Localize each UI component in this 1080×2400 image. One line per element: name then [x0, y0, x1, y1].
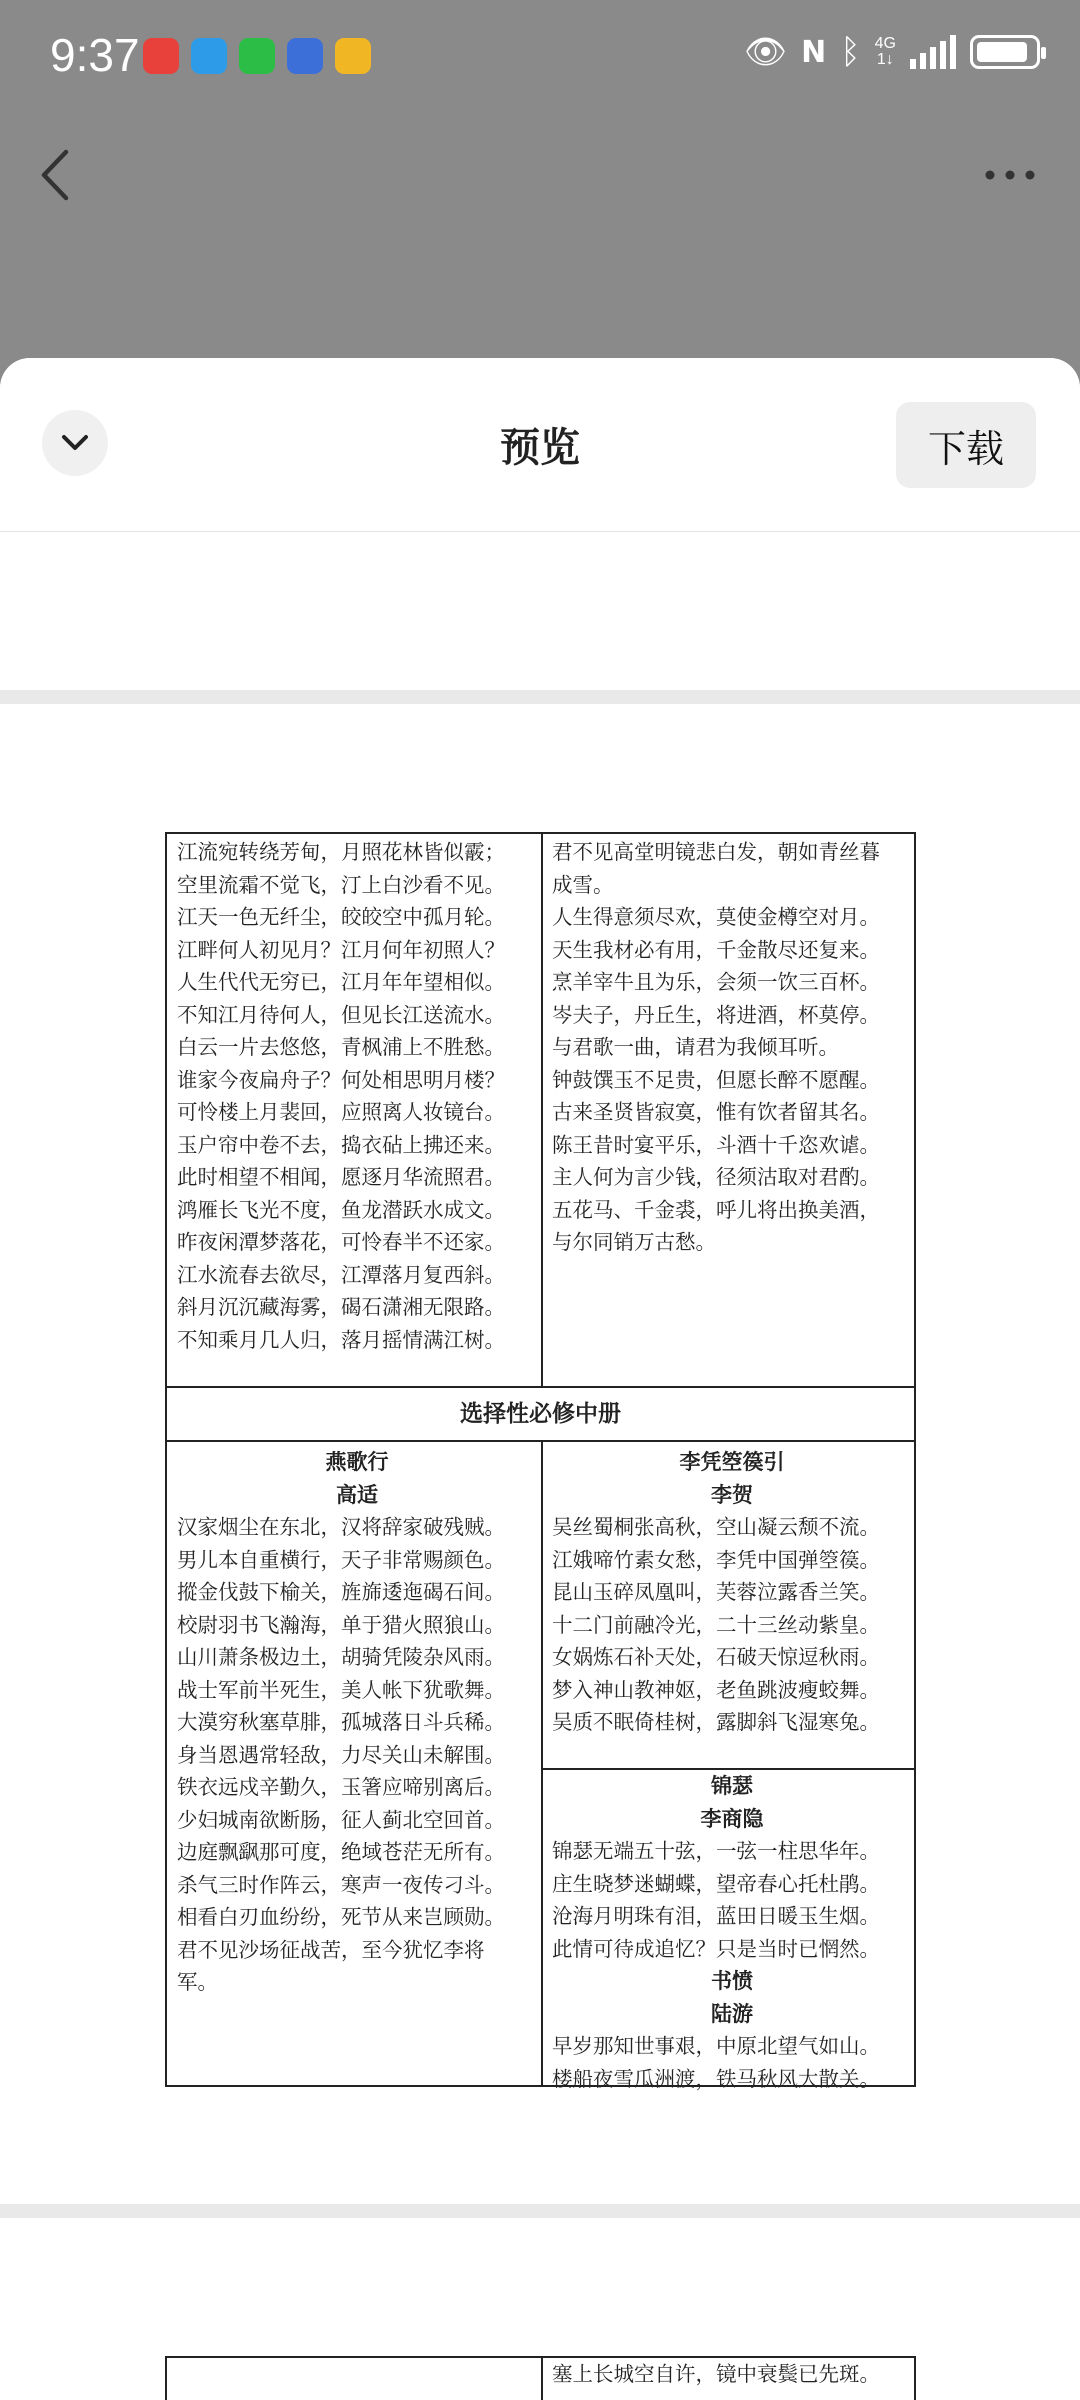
poem-line: 斜月沉沉藏海雾，碣石潇湘无限路。	[177, 1295, 505, 1319]
poem-line: 江水流春去欲尽，江潭落月复西斜。	[177, 1262, 505, 1287]
poem-line: 男儿本自重横行，天子非常赐颜色。	[177, 1547, 505, 1572]
poem-cell-jiangjinjiu	[552, 836, 912, 1259]
poem-author: 陆游	[711, 2000, 753, 2026]
back-button[interactable]	[28, 140, 84, 210]
poem-line: 山川萧条极边土，胡骑凭陵杂风雨。	[177, 1645, 505, 1669]
poem-line: 不知乘月几人归，落月摇情满江树。	[177, 1327, 505, 1352]
poem-line: 铁衣远戍辛勤久，玉箸应啼别离后。	[177, 1775, 505, 1799]
poem-line: 早岁那知世事艰，中原北望气如山。	[552, 2034, 880, 2058]
poem-line: 烹羊宰牛且为乐，会须一饮三百杯。	[552, 970, 880, 994]
poem-line: 陈王昔时宴平乐，斗酒十千恣欢谑。	[552, 1132, 880, 1157]
poem-line: 边庭飘飖那可度，绝域苍茫无所有。	[177, 1840, 505, 1864]
weibo-app-icon	[335, 38, 371, 74]
poem-line: 相看白刃血纷纷，死节从来岂顾勋。	[177, 1905, 505, 1929]
poem-author: 李贺	[711, 1481, 753, 1507]
bluetooth-icon: ᛒ	[840, 32, 861, 72]
document-page	[0, 704, 1080, 2204]
network-sub-label: 1↓	[876, 51, 894, 68]
poem-line: 校尉羽书飞瀚海，单于猎火照狼山。	[177, 1612, 505, 1637]
poem-line: 鸿雁长飞光不度，鱼龙潜跃水成文。	[177, 1197, 505, 1222]
poem-cell-chunjiang	[177, 836, 537, 1356]
status-time: 9:37	[50, 29, 140, 81]
chevron-left-icon	[28, 140, 84, 210]
poem-line: 梦入神山教神妪，老鱼跳波瘦蛟舞。	[552, 1677, 880, 1702]
poem-author: 李商隐	[700, 1805, 764, 1831]
poem-line: 钟鼓馔玉不足贵，但愿长醉不愿醒。	[552, 1067, 880, 1092]
wechat-app-icon	[239, 38, 275, 74]
poem-line: 此情可待成追忆？只是当时已惘然。	[552, 1936, 880, 1961]
status-bar	[0, 0, 1080, 115]
poem-line: 吴丝蜀桐张高秋，空山凝云颓不流。	[552, 1515, 880, 1539]
poem-line: 锦瑟无端五十弦，一弦一柱思华年。	[552, 1839, 880, 1863]
poem-line: 岑夫子，丹丘生，将进酒，杯莫停。	[552, 1002, 880, 1027]
notification-icons	[143, 38, 371, 74]
sheet-title: 预览	[500, 425, 580, 471]
document-page-next	[0, 2218, 1080, 2400]
battery-icon	[970, 35, 1040, 69]
poem-line: 与尔同销万古愁。	[552, 1230, 716, 1254]
poem-line: 此时相望不相闻，愿逐月华流照君。	[177, 1165, 505, 1189]
more-dots-icon	[980, 158, 1040, 192]
poem-cell-jinse-shufen	[552, 1770, 912, 2095]
network-type	[875, 36, 896, 68]
poem-line: 主人何为言少钱，径须沽取对君酌。	[552, 1165, 880, 1189]
poem-line: 空里流霜不觉飞，汀上白沙看不见。	[177, 872, 505, 897]
poem-line: 汉家烟尘在东北，汉将辞家破残贼。	[177, 1515, 505, 1539]
poem-line: 江娥啼竹素女愁，李凭中国弹箜篌。	[552, 1547, 880, 1572]
poem-cell-yangexing	[177, 1446, 537, 1999]
poem-line: 与君歌一曲，请君为我倾耳听。	[552, 1035, 839, 1059]
poem-line: 君不见高堂明镜悲白发，朝如青丝暮	[552, 840, 880, 864]
poem-cell-konghouyin	[552, 1446, 912, 1739]
poem-line: 军。	[177, 1970, 218, 1994]
poem-table	[165, 832, 916, 2091]
network-label: 4G	[874, 35, 896, 52]
poem-line: 不知江月待何人，但见长江送流水。	[177, 1002, 505, 1027]
poem-line: 十二门前融冷光，二十三丝动紫皇。	[552, 1612, 880, 1637]
poem-title: 燕歌行	[325, 1449, 389, 1474]
huawei-app-icon	[143, 38, 179, 74]
poem-title: 锦瑟	[711, 1773, 753, 1798]
download-button[interactable]: 下载	[896, 402, 1036, 488]
system-icons	[744, 32, 1040, 72]
poem-line: 古来圣贤皆寂寞，惟有饮者留其名。	[552, 1100, 880, 1124]
poem-line: 天生我材必有用，千金散尽还复来。	[552, 937, 880, 962]
poem-line: 塞上长城空自许，镜中衰鬓已先斑。	[552, 2362, 880, 2386]
nfc-icon: N	[801, 34, 827, 70]
poem-line: 摐金伐鼓下榆关，旌旆逶迤碣石间。	[177, 1580, 505, 1604]
poem-table-next	[165, 2356, 916, 2400]
section-title: 选择性必修中册	[167, 1386, 914, 1442]
poem-author: 高适	[336, 1481, 378, 1507]
poem-line: 谁家今夜扁舟子？何处相思明月楼？	[177, 1067, 505, 1092]
poem-line: 君不见沙场征战苦，至今犹忆李将	[177, 1937, 485, 1962]
poem-line: 沧海月明珠有泪，蓝田日暖玉生烟。	[552, 1904, 880, 1928]
poem-line: 人生得意须尽欢，莫使金樽空对月。	[552, 905, 880, 929]
poem-line: 玉户帘中卷不去，捣衣砧上拂还来。	[177, 1132, 505, 1157]
document-page-previous	[0, 532, 1080, 690]
preview-sheet	[0, 358, 1080, 2400]
poem-line: 吴质不眠倚桂树，露脚斜飞湿寒兔。	[552, 1710, 880, 1734]
poem-title: 书愤	[711, 1968, 753, 1993]
message-app-icon	[191, 38, 227, 74]
poem-line: 成雪。	[552, 872, 614, 897]
poem-line: 少妇城南欲断肠，征人蓟北空回首。	[177, 1807, 505, 1832]
poem-line: 江天一色无纤尘，皎皎空中孤月轮。	[177, 905, 505, 929]
poem-line: 昨夜闲潭梦落花，可怜春半不还家。	[177, 1230, 505, 1254]
poem-line: 白云一片去悠悠，青枫浦上不胜愁。	[177, 1035, 505, 1059]
baidu-app-icon	[287, 38, 323, 74]
poem-line: 五花马、千金裘，呼儿将出换美酒，	[552, 1197, 880, 1222]
eye-icon: 👁	[743, 32, 788, 72]
signal-icon	[910, 35, 956, 69]
poem-cell-next	[552, 2358, 912, 2391]
poem-line: 江流宛转绕芳甸，月照花林皆似霰；	[177, 840, 505, 864]
poem-line: 战士军前半死生，美人帐下犹歌舞。	[177, 1677, 505, 1702]
poem-line: 女娲炼石补天处，石破天惊逗秋雨。	[552, 1645, 880, 1669]
poem-title: 李凭箜篌引	[679, 1449, 785, 1474]
poem-line: 楼船夜雪瓜洲渡，铁马秋风大散关。	[552, 2066, 880, 2091]
poem-line: 可怜楼上月裴回，应照离人妆镜台。	[177, 1100, 505, 1124]
more-options-button[interactable]	[980, 158, 1040, 192]
poem-line: 杀气三时作阵云，寒声一夜传刁斗。	[177, 1872, 505, 1897]
sheet-header	[0, 358, 1080, 532]
poem-line: 昆山玉碎凤凰叫，芙蓉泣露香兰笑。	[552, 1580, 880, 1604]
poem-line: 人生代代无穷已，江月年年望相似。	[177, 970, 505, 994]
poem-line: 身当恩遇常轻敌，力尽关山未解围。	[177, 1742, 505, 1767]
poem-line: 大漠穷秋塞草腓，孤城落日斗兵稀。	[177, 1710, 505, 1734]
poem-line: 庄生晓梦迷蝴蝶，望帝春心托杜鹃。	[552, 1871, 880, 1896]
poem-line: 江畔何人初见月？江月何年初照人？	[177, 937, 505, 962]
document-viewer[interactable]	[0, 532, 1080, 2400]
